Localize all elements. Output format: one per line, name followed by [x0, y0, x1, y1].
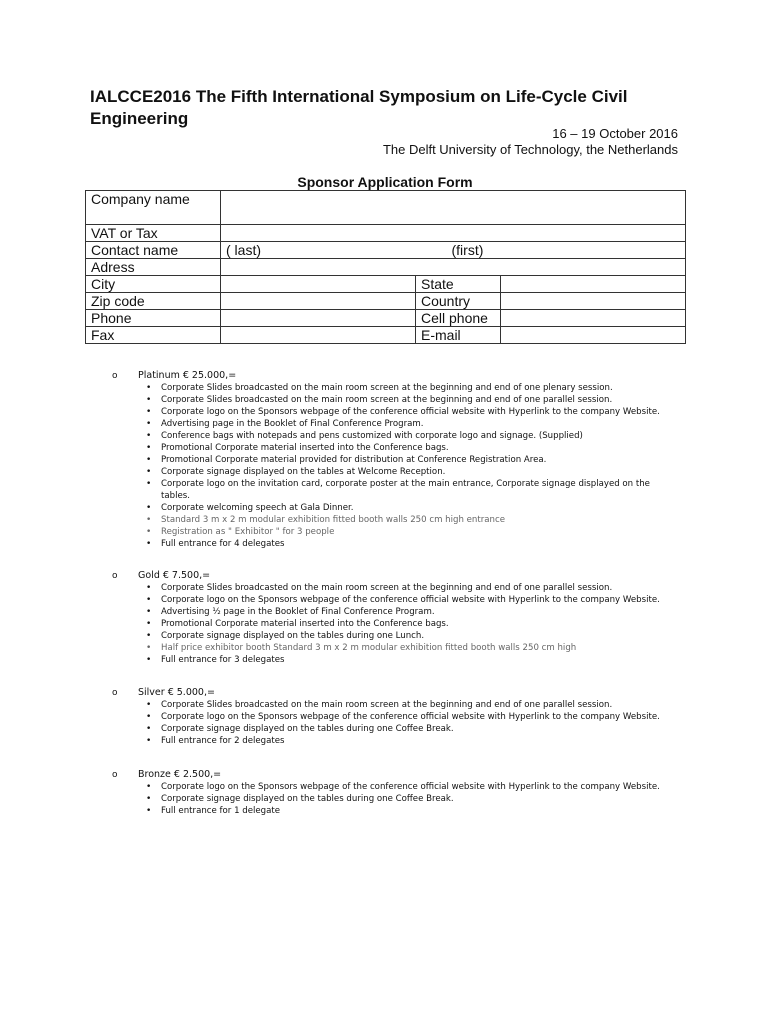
benefit-item: • Full entrance for 1 delegate [112, 805, 671, 817]
benefit-item: • Corporate signage displayed on the tables during one Coffee Break. [112, 793, 671, 805]
fax-field[interactable] [221, 327, 416, 344]
label-company-name: Company name [86, 191, 221, 225]
label-cell-phone: Cell phone [416, 310, 501, 327]
benefit-item: • Half price exhibitor booth Standard 3 m x 2 m modular exhibition fitted booth walls 250 cm high [112, 642, 671, 654]
label-address: Adress [86, 259, 221, 276]
tier-benefits [112, 382, 712, 550]
benefit-item: • Corporate logo on the Sponsors webpage of the conference official website with Hyperlink to the company Website. [112, 711, 671, 723]
contact-last-hint: ( last) [226, 242, 261, 258]
tier-silver [112, 687, 712, 746]
event-venue: The Delft University of Technology, the Netherlands [382, 142, 678, 157]
option-circle-icon[interactable]: o [112, 688, 118, 698]
benefit-item: • Corporate signage displayed on the tables at Welcome Reception. [112, 466, 671, 478]
benefit-item: • Advertising page in the Booklet of Final Conference Program. [112, 418, 671, 430]
label-country: Country [416, 293, 501, 310]
tier-name: Silver € 5.000,= [138, 687, 215, 698]
option-circle-icon[interactable]: o [112, 571, 118, 581]
phone-field[interactable] [221, 310, 416, 327]
company-name-field[interactable] [221, 191, 686, 225]
benefit-item: • Corporate signage displayed on the tables during one Lunch. [112, 630, 671, 642]
tier-benefits [112, 582, 712, 666]
benefit-item: • Conference bags with notepads and pens customized with corporate logo and signage. (Supplied) [112, 430, 671, 442]
option-circle-icon[interactable]: o [112, 371, 118, 381]
email-field[interactable] [501, 327, 686, 344]
city-field[interactable] [221, 276, 416, 293]
benefit-item: • Corporate signage displayed on the tables during one Coffee Break. [112, 723, 671, 735]
benefit-item: • Promotional Corporate material inserted into the Conference bags. [112, 618, 671, 630]
state-field[interactable] [501, 276, 686, 293]
benefit-item: • Corporate logo on the Sponsors webpage of the conference official website with Hyperlink to the company Website. [112, 594, 671, 606]
benefit-item: • Promotional Corporate material provided for distribution at Conference Registration Area. [112, 454, 671, 466]
tier-platinum [112, 370, 712, 549]
benefit-item: • Registration as " Exhibitor " for 3 people [112, 526, 671, 538]
benefit-item: • Full entrance for 2 delegates [112, 735, 671, 747]
label-fax: Fax [86, 327, 221, 344]
contact-last-field[interactable] [221, 242, 416, 259]
event-dates: 16 – 19 October 2016 [552, 126, 678, 141]
benefit-item: • Corporate logo on the Sponsors webpage of the conference official website with Hyperlink to the company Website. [112, 406, 671, 418]
document-title: IALCCE2016 The Fifth International Symposium on Life-Cycle Civil Engineering [90, 87, 628, 128]
label-zip: Zip code [86, 293, 221, 310]
country-field[interactable] [501, 293, 686, 310]
label-phone: Phone [86, 310, 221, 327]
tier-gold [112, 570, 712, 665]
option-circle-icon[interactable]: o [112, 770, 118, 780]
contact-first-field[interactable] [416, 242, 686, 259]
label-vat: VAT or Tax [86, 225, 221, 242]
label-email: E-mail [416, 327, 501, 344]
label-state: State [416, 276, 501, 293]
cell-phone-field[interactable] [501, 310, 686, 327]
benefit-item: • Full entrance for 4 delegates [112, 538, 671, 550]
tier-bronze [112, 769, 712, 816]
benefit-item: • Corporate logo on the invitation card, corporate poster at the main entrance, Corporate signage displayed on the tables. [112, 478, 671, 502]
vat-field[interactable] [221, 225, 686, 242]
contact-first-hint: (first) [451, 242, 484, 258]
benefit-item: • Advertising ½ page in the Booklet of Final Conference Program. [112, 606, 671, 618]
label-contact-name: Contact name [86, 242, 221, 259]
event-meta [383, 126, 678, 158]
tier-benefits [112, 781, 712, 817]
form-title: Sponsor Application Form [297, 174, 473, 190]
benefit-item: • Full entrance for 3 delegates [112, 654, 671, 666]
tier-name: Bronze € 2.500,= [138, 769, 222, 780]
benefit-item: • Corporate Slides broadcasted on the main room screen at the beginning and end of one parallel session. [112, 394, 671, 406]
benefit-item: • Corporate logo on the Sponsors webpage of the conference official website with Hyperlink to the company Website. [112, 781, 671, 793]
benefit-item: • Standard 3 m x 2 m modular exhibition fitted booth walls 250 cm high entrance [112, 514, 671, 526]
address-field[interactable] [221, 259, 686, 276]
sponsor-form-table [85, 190, 686, 344]
label-city: City [86, 276, 221, 293]
benefit-item: • Promotional Corporate material inserted into the Conference bags. [112, 442, 671, 454]
benefit-item: • Corporate Slides broadcasted on the main room screen at the beginning and end of one parallel session. [112, 699, 671, 711]
zip-field[interactable] [221, 293, 416, 310]
benefit-item: • Corporate Slides broadcasted on the main room screen at the beginning and end of one plenary session. [112, 382, 671, 394]
benefit-item: • Corporate Slides broadcasted on the main room screen at the beginning and end of one parallel session. [112, 582, 671, 594]
tier-benefits [112, 699, 712, 747]
tier-name: Platinum € 25.000,= [138, 370, 237, 381]
benefit-item: • Corporate welcoming speech at Gala Dinner. [112, 502, 671, 514]
tier-name: Gold € 7.500,= [138, 570, 211, 581]
